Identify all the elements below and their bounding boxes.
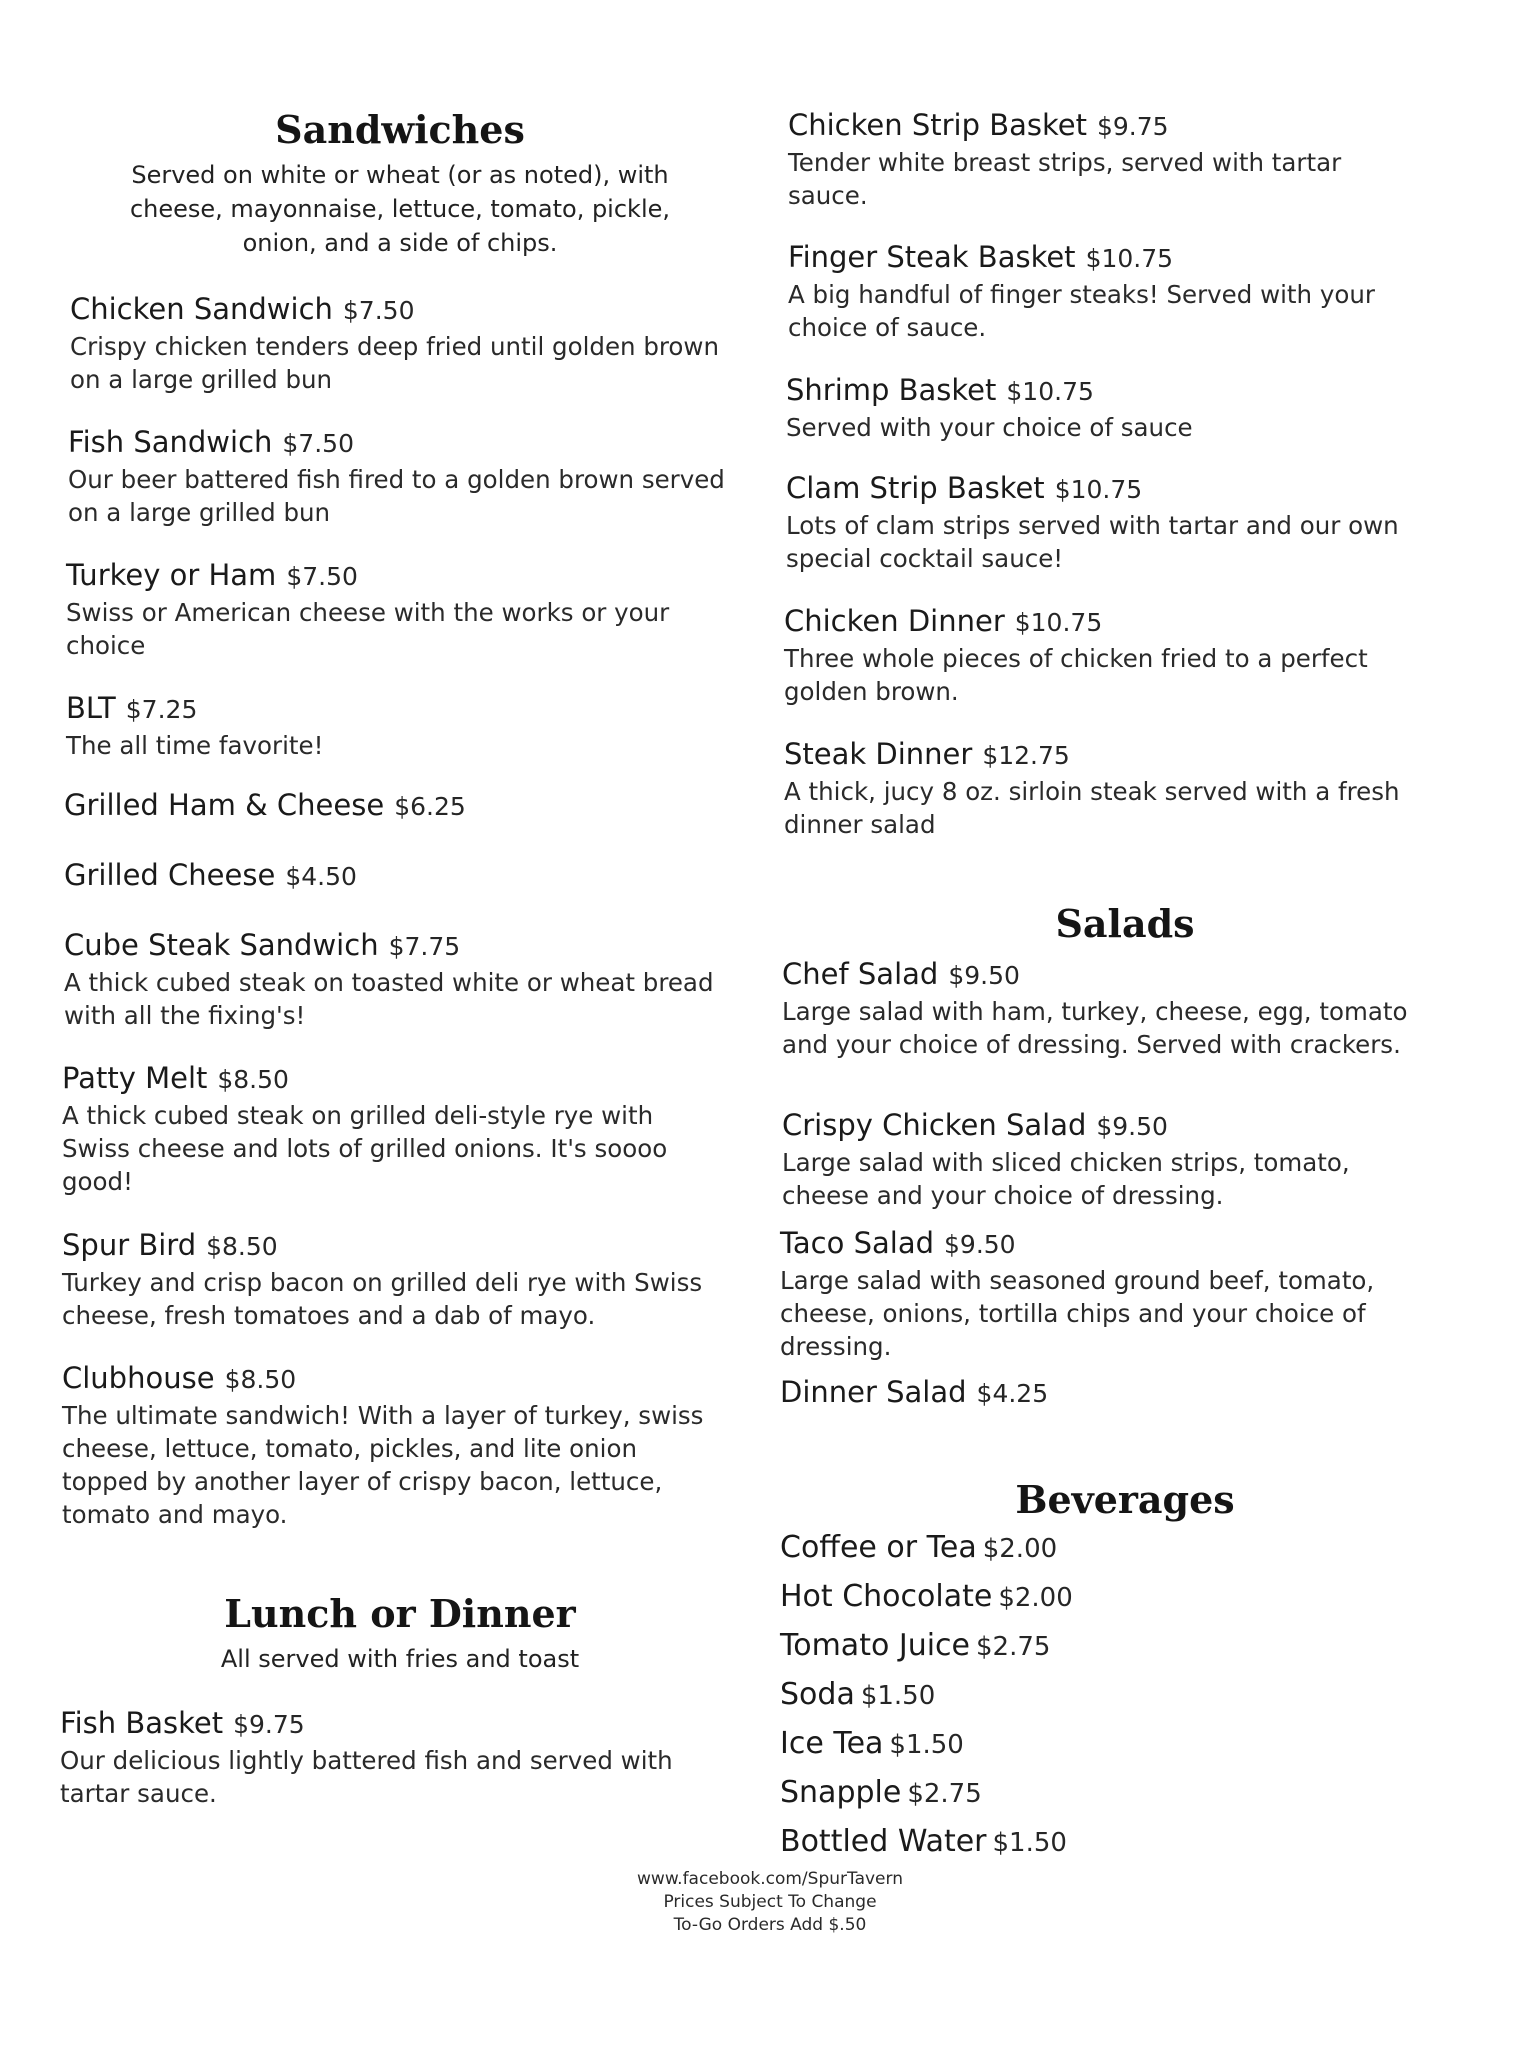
item-description: The all time favorite! — [66, 731, 324, 760]
item-name: Crispy Chicken Salad — [782, 1108, 1087, 1142]
item-description: Swiss or American cheese with the works or your choice — [66, 598, 670, 660]
lunch-dinner-intro: All served with fries and toast — [220, 1644, 580, 1673]
item-price: $10.75 — [1014, 608, 1103, 637]
beverage-ice-tea — [780, 1720, 1440, 1769]
beverage-coffee-or-tea — [780, 1524, 1440, 1573]
item-price: $9.75 — [1096, 112, 1169, 141]
item-price: $8.50 — [224, 1365, 297, 1394]
item-name: Fish Basket — [60, 1706, 224, 1740]
item-name: Chef Salad — [782, 957, 939, 991]
item-price: $4.50 — [285, 862, 357, 891]
item-price: $8.50 — [217, 1065, 289, 1094]
item-name: Shrimp Basket — [786, 373, 997, 407]
menu-item-grilled-ham-cheese — [64, 786, 724, 826]
menu-item-clam-strip-basket — [786, 469, 1446, 575]
beverages-section — [780, 1478, 1470, 1522]
beverage-tomato-juice — [780, 1622, 1440, 1671]
menu-item-grilled-cheese — [64, 856, 724, 896]
item-name: Spur Bird — [62, 1228, 197, 1262]
menu-item-fish-basket — [60, 1704, 730, 1810]
item-name: Fish Sandwich — [68, 425, 273, 459]
item-price: $9.75 — [233, 1710, 305, 1739]
item-name: Cube Steak Sandwich — [64, 928, 379, 962]
item-price: $7.75 — [388, 932, 461, 961]
item-price: $6.25 — [394, 792, 466, 821]
item-name: Coffee or Tea — [780, 1530, 977, 1565]
menu-item-blt — [66, 689, 726, 762]
item-price: $7.50 — [282, 429, 354, 458]
item-name: Grilled Cheese — [64, 858, 276, 892]
facebook-url: www.facebook.com/SpurTavern — [637, 1869, 903, 1889]
item-name: Chicken Dinner — [784, 604, 1005, 638]
item-name: Dinner Salad — [780, 1375, 967, 1409]
item-name: Snapple — [780, 1775, 902, 1810]
item-description: A big handful of finger steaks! Served with your choice of sauce. — [788, 280, 1375, 342]
item-name: Turkey or Ham — [66, 558, 277, 592]
item-price: $7.50 — [342, 296, 415, 325]
item-name: Chicken Strip Basket — [788, 108, 1087, 142]
beverages-list — [780, 1524, 1440, 1867]
item-description: Our beer battered fish fired to a golden brown served on a large grilled bun — [68, 465, 725, 527]
item-price: $9.50 — [948, 961, 1020, 990]
beverage-hot-chocolate — [780, 1573, 1440, 1622]
menu-item-patty-melt — [62, 1059, 722, 1198]
beverages-title: Beverages — [1015, 1477, 1235, 1522]
menu-item-taco-salad — [780, 1224, 1450, 1363]
item-name: BLT — [66, 691, 116, 725]
beverage-bottled-water — [780, 1818, 1440, 1867]
menu-item-dinner-salad — [780, 1373, 1440, 1413]
item-price: $9.50 — [944, 1230, 1016, 1259]
item-name: Ice Tea — [780, 1726, 884, 1761]
item-price: $9.50 — [1096, 1112, 1168, 1141]
item-description: Large salad with sliced chicken strips, tomato, cheese and your choice of dressing. — [782, 1148, 1350, 1210]
item-description: Tender white breast strips, served with tartar sauce. — [788, 148, 1342, 210]
item-price: $8.50 — [206, 1232, 278, 1261]
item-name: Taco Salad — [780, 1226, 935, 1260]
item-description: A thick cubed steak on toasted white or wheat bread with all the fixing's! — [64, 968, 714, 1030]
item-name: Bottled Water — [780, 1824, 987, 1859]
sandwiches-section — [60, 108, 740, 260]
item-description: Crispy chicken tenders deep fried until golden brown on a large grilled bun — [70, 332, 719, 394]
item-price: $10.75 — [1006, 377, 1094, 406]
item-description: Three whole pieces of chicken fried to a perfect golden brown. — [784, 644, 1368, 706]
item-price: $1.50 — [889, 1730, 964, 1760]
beverage-soda — [780, 1671, 1440, 1720]
item-description: Turkey and crisp bacon on grilled deli rye with Swiss cheese, fresh tomatoes and a dab of mayo. — [62, 1268, 703, 1330]
menu-item-chicken-sandwich — [70, 290, 730, 396]
item-description: Large salad with ham, turkey, cheese, egg, tomato and your choice of dressing. Served with crackers. — [782, 997, 1408, 1059]
menu-item-chicken-strip-basket — [788, 106, 1428, 212]
menu-item-finger-steak-basket — [788, 238, 1448, 344]
item-price: $2.75 — [976, 1632, 1051, 1662]
menu-item-steak-dinner — [784, 735, 1444, 841]
item-description: Our delicious lightly battered fish and served with tartar sauce. — [60, 1746, 673, 1808]
item-name: Patty Melt — [62, 1061, 208, 1095]
item-name: Steak Dinner — [784, 737, 973, 771]
item-name: Tomato Juice — [780, 1628, 970, 1663]
item-description: A thick, jucy 8 oz. sirloin steak served with a fresh dinner salad — [784, 777, 1400, 839]
menu-item-chef-salad — [782, 955, 1442, 1061]
item-name: Soda — [780, 1677, 855, 1712]
item-price: $4.25 — [976, 1379, 1049, 1408]
menu-item-turkey-or-ham — [66, 556, 726, 662]
item-description: Large salad with seasoned ground beef, tomato, cheese, onions, tortilla chips and your choice of dressing. — [780, 1266, 1375, 1361]
menu-item-shrimp-basket — [786, 371, 1446, 444]
item-description: Lots of clam strips served with tartar and our own special cocktail sauce! — [786, 511, 1399, 573]
item-description: Served with your choice of sauce — [786, 413, 1193, 442]
salads-title: Salads — [1055, 901, 1195, 946]
salads-section — [780, 902, 1470, 946]
item-name: Clubhouse — [62, 1361, 215, 1395]
item-name: Grilled Ham & Cheese — [64, 788, 385, 822]
item-price: $10.75 — [1054, 475, 1143, 504]
item-price: $2.00 — [982, 1534, 1058, 1564]
item-price: $7.25 — [125, 695, 198, 724]
prices-note: Prices Subject To Change — [663, 1892, 877, 1912]
lunch-dinner-title: Lunch or Dinner — [224, 1591, 576, 1636]
item-price: $2.75 — [907, 1779, 982, 1809]
togo-note: To-Go Orders Add $.50 — [673, 1915, 867, 1935]
menu-item-fish-sandwich — [68, 423, 728, 529]
item-price: $1.50 — [860, 1681, 936, 1711]
item-description: A thick cubed steak on grilled deli-style rye with Swiss cheese and lots of grilled onions. It's soooo good! — [62, 1101, 668, 1196]
item-name: Clam Strip Basket — [786, 471, 1045, 505]
menu-item-spur-bird — [62, 1226, 732, 1332]
lunch-dinner-section — [60, 1592, 740, 1676]
item-price: $2.00 — [998, 1583, 1073, 1613]
item-name: Hot Chocolate — [780, 1579, 993, 1614]
sandwiches-intro: Served on white or wheat (or as noted), with cheese, mayonnaise, lettuce, tomato, pickle, onion, and a side of chips. — [129, 160, 671, 257]
menu-item-chicken-dinner — [784, 602, 1444, 708]
menu-item-crispy-chicken-salad — [782, 1106, 1442, 1212]
menu-item-clubhouse — [62, 1359, 722, 1531]
item-name: Chicken Sandwich — [70, 292, 333, 326]
item-price: $1.50 — [992, 1828, 1067, 1858]
item-name: Finger Steak Basket — [788, 240, 1076, 274]
menu-footer — [0, 1868, 1540, 1937]
menu-item-cube-steak-sandwich — [64, 926, 724, 1032]
item-price: $7.50 — [286, 562, 358, 591]
item-price: $10.75 — [1085, 244, 1174, 273]
item-description: The ultimate sandwich! With a layer of turkey, swiss cheese, lettuce, tomato, pickles, and lite onion topped by another layer of crispy bacon, lettuce, tomato and mayo. — [62, 1401, 704, 1529]
beverage-snapple — [780, 1769, 1440, 1818]
item-price: $12.75 — [982, 741, 1070, 770]
sandwiches-title: Sandwiches — [275, 107, 525, 152]
